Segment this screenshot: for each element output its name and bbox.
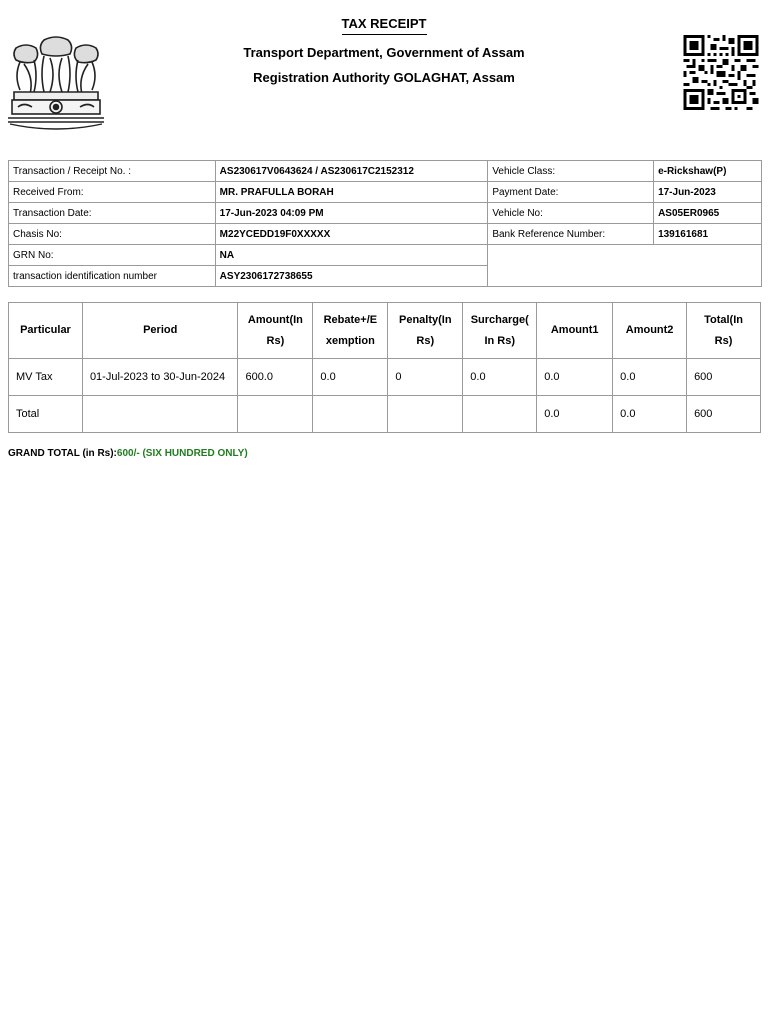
col-header-total: Total(In Rs) — [687, 303, 761, 359]
received-from-value: MR. PRAFULLA BORAH — [215, 182, 488, 203]
info-row — [9, 161, 762, 182]
vehicle-class-label: Vehicle Class: — [488, 161, 654, 182]
chasis-no-label: Chasis No: — [9, 224, 216, 245]
vehicle-no-label: Vehicle No: — [488, 203, 654, 224]
receipt-title-wrapper — [0, 15, 768, 35]
info-row — [9, 182, 762, 203]
cell-rebate — [313, 396, 388, 433]
cell-total: 600 — [687, 396, 761, 433]
transaction-date-value: 17-Jun-2023 04:09 PM — [215, 203, 488, 224]
info-row — [9, 203, 762, 224]
table-row — [9, 359, 761, 396]
cell-penalty — [388, 396, 463, 433]
info-row — [9, 224, 762, 245]
department-name: Transport Department, Government of Assam — [243, 45, 525, 60]
grn-no-value: NA — [215, 245, 488, 266]
bank-reference-value: 139161681 — [654, 224, 762, 245]
cell-amount: 600.0 — [238, 359, 313, 396]
col-header-period: Period — [82, 303, 238, 359]
grand-total — [8, 448, 248, 459]
table-header-row — [9, 303, 761, 359]
transaction-id-label: transaction identification number — [9, 266, 216, 287]
payment-date-value: 17-Jun-2023 — [654, 182, 762, 203]
cell-amount — [238, 396, 313, 433]
received-from-label: Received From: — [9, 182, 216, 203]
col-header-rebate: Rebate+/E xemption — [313, 303, 388, 359]
cell-amount2: 0.0 — [613, 396, 687, 433]
col-header-penalty: Penalty(In Rs) — [388, 303, 463, 359]
registration-authority: Registration Authority GOLAGHAT, Assam — [253, 70, 515, 85]
transaction-id-value: ASY2306172738655 — [215, 266, 488, 287]
grn-no-label: GRN No: — [9, 245, 216, 266]
cell-amount2: 0.0 — [613, 359, 687, 396]
payment-date-label: Payment Date: — [488, 182, 654, 203]
receipt-no-value: AS230617V0643624 / AS230617C2152312 — [215, 161, 488, 182]
col-header-surcharge: Surcharge( In Rs) — [463, 303, 537, 359]
receipt-title: TAX RECEIPT — [342, 16, 427, 35]
vehicle-class-value: e-Rickshaw(P) — [654, 161, 762, 182]
grand-total-label: GRAND TOTAL (in Rs): — [8, 448, 117, 459]
cell-amount1: 0.0 — [537, 396, 613, 433]
receipt-info-table — [8, 160, 762, 287]
cell-particular: MV Tax — [9, 359, 83, 396]
cell-total: 600 — [687, 359, 761, 396]
tax-details-table — [8, 302, 761, 433]
empty-cell — [488, 245, 762, 287]
info-row — [9, 245, 762, 266]
chasis-no-value: M22YCEDD19F0XXXXX — [215, 224, 488, 245]
cell-particular: Total — [9, 396, 83, 433]
col-header-amount: Amount(In Rs) — [238, 303, 313, 359]
cell-amount1: 0.0 — [537, 359, 613, 396]
cell-penalty: 0 — [388, 359, 463, 396]
vehicle-no-value: AS05ER0965 — [654, 203, 762, 224]
cell-period: 01-Jul-2023 to 30-Jun-2024 — [82, 359, 238, 396]
col-header-amount1: Amount1 — [537, 303, 613, 359]
col-header-amount2: Amount2 — [613, 303, 687, 359]
receipt-no-label: Transaction / Receipt No. : — [9, 161, 216, 182]
cell-surcharge: 0.0 — [463, 359, 537, 396]
cell-rebate: 0.0 — [313, 359, 388, 396]
col-header-particular: Particular — [9, 303, 83, 359]
cell-period — [82, 396, 238, 433]
grand-total-value: 600/- (SIX HUNDRED ONLY) — [116, 448, 248, 459]
cell-surcharge — [463, 396, 537, 433]
table-row — [9, 396, 761, 433]
transaction-date-label: Transaction Date: — [9, 203, 216, 224]
bank-reference-label: Bank Reference Number: — [488, 224, 654, 245]
